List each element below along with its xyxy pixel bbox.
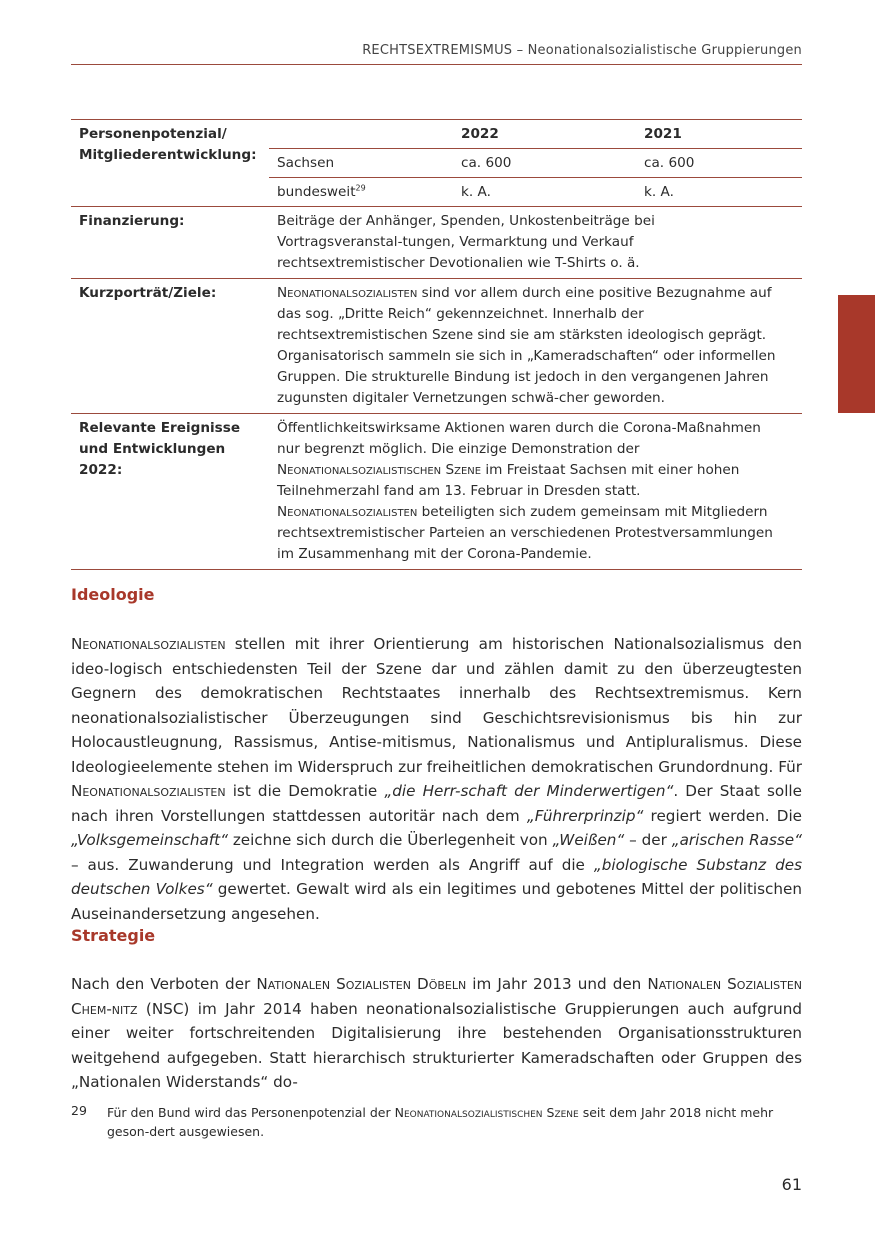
footnote-number: 29 bbox=[71, 1103, 87, 1118]
page-number: 61 bbox=[781, 1175, 802, 1194]
paragraph-ideologie: Neonationalsozialisten stellen mit ihrer Orientierung am historischen Nationalsozialismus den ideo-logisch entschiedensten Teil der Szene dar und zählen damit zu den überzeugtesten Gegnern des demokratischen Rechtstaates innerhalb des Rechtsextremismus. Kern neonationalsozialistischer Überzeugungen sind Geschichtsrevisionismus bis hin zur Holocaustleugnung, Rassismus, Antise-mitismus, Nationalismus und Antipluralismus. Diese Ideologieelemente stehen im Widerspruch zur freiheitlichen demokratischen Grundordnung. Für Neonationalsozialisten ist die Demokratie „die Herr-schaft der Minderwertigen“. Der Staat solle nach ihren Vorstellungen stattdessen autoritär nach dem „Führerprinzip“ regiert werden. Die „Volksgemeinschaft“ zeichne sich durch die Überlegenheit von „Weißen“ – der „arischen Rasse“ – aus. Zuwanderung und Integration werden als Angriff auf die „biologische Substanz des deutschen Volkes“ gewertet. Gewalt wird als ein legitimes und gebotenes Mittel der politischen Auseinandersetzung angesehen. bbox=[71, 635, 803, 923]
bundesweit-label: bundesweit bbox=[277, 184, 356, 200]
kurzportraet-text: Neonationalsozialisten sind vor allem durch eine positive Bezugnahme auf das sog. „Dritte Reich“ gekennzeichnet. Innerhalb der rechtsextremistischen Szene sind sie am stärksten ideologisch geprägt. Organisatorisch sammeln sie sich in „Kameradschaften“ oder informellen Gruppen. Die strukturelle Bindung ist jedoch in den vergangenen Jahren zugunsten digitaler Vernetzungen schwä-cher geworden. bbox=[269, 279, 802, 414]
sachsen-label: Sachsen bbox=[269, 149, 453, 178]
subtable-row-bundesweit bbox=[269, 178, 802, 207]
personenpotenzial-subtable bbox=[269, 120, 802, 206]
row-finanzierung bbox=[71, 207, 802, 279]
row-ereignisse bbox=[71, 414, 802, 570]
year-2022-header: 2022 bbox=[461, 126, 499, 142]
label-personenpotenzial: Personenpotenzial/ Mitgliederentwicklung: bbox=[71, 120, 269, 207]
finanzierung-text: Beiträge der Anhänger, Spenden, Unkostenbeiträge bei Vortragsveranstal-tungen, Vermarktung und Verkauf rechtsextremistischer Devotionalien wie T-Shirts o. ä. bbox=[269, 207, 802, 279]
bundesweit-2022: k. A. bbox=[453, 178, 636, 207]
subtable-header-row bbox=[269, 120, 802, 149]
header-rule bbox=[71, 64, 802, 65]
label-ereignisse: Relevante Ereignisse und Entwicklungen 2022: bbox=[71, 414, 269, 570]
heading-strategie: Strategie bbox=[71, 926, 156, 945]
info-table bbox=[71, 119, 802, 570]
chapter-tab-marker bbox=[838, 295, 875, 413]
label-finanzierung: Finanzierung: bbox=[71, 207, 269, 279]
row-personenpotenzial bbox=[71, 120, 802, 207]
footnote-ref-29[interactable]: 29 bbox=[355, 183, 366, 193]
sachsen-2021: ca. 600 bbox=[636, 149, 802, 178]
heading-ideologie: Ideologie bbox=[71, 585, 155, 604]
bundesweit-2021: k. A. bbox=[636, 178, 802, 207]
footnote-text: Für den Bund wird das Personenpotenzial der Neonationalsozialistischen Szene seit dem Jahr 2018 nicht mehr geson-dert ausgewiesen. bbox=[107, 1105, 774, 1139]
year-2021-header: 2021 bbox=[644, 126, 682, 142]
row-kurzportraet bbox=[71, 279, 802, 414]
running-header: RECHTSEXTREMISMUS – Neonationalsozialistische Gruppierungen bbox=[362, 43, 802, 58]
sachsen-2022: ca. 600 bbox=[453, 149, 636, 178]
paragraph-strategie: Nach den Verboten der Nationalen Sozialisten Döbeln im Jahr 2013 und den Nationalen Sozialisten Chem-nitz (NSC) im Jahr 2014 haben neonationalsozialistische Gruppierungen auch aufgrund einer weiter fortschreitenden Digitalisierung ihre bestehenden Organisationsstrukturen weitgehend aufgegeben. Statt hierarchisch strukturierter Kameradschaften oder Gruppen des „Nationalen Widerstands“ do- bbox=[71, 975, 802, 1091]
label-kurzportraet: Kurzporträt/Ziele: bbox=[71, 279, 269, 414]
ereignisse-text: Öffentlichkeitswirksame Aktionen waren durch die Corona-Maßnahmen nur begrenzt möglich. Die einzige Demonstration der Neonationalsozialistischen Szene im Freistaat Sachsen mit einer hohen Teilnehmerzahl fand am 13. Februar in Dresden statt. Neonationalsozialisten beteiligten sich zudem gemeinsam mit Mitgliedern rechtsextremistischer Parteien an verschiedenen Protestversammlungen im Zusammenhang mit der Corona-Pandemie. bbox=[269, 414, 802, 570]
subtable-row-sachsen bbox=[269, 149, 802, 178]
